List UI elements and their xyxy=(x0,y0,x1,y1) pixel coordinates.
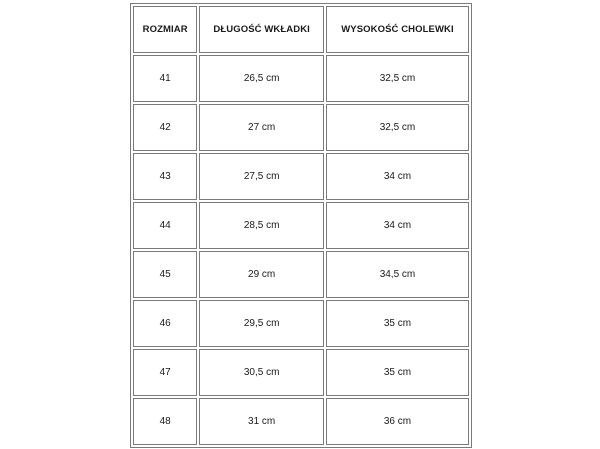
cell-insole-length: 26,5 cm xyxy=(199,55,324,102)
cell-insole-length: 29 cm xyxy=(199,251,324,298)
table-row xyxy=(133,202,469,249)
header-insole-length: DŁUGOŚĆ WKŁADKI xyxy=(199,6,324,53)
cell-size: 41 xyxy=(133,55,197,102)
table-row xyxy=(133,251,469,298)
cell-shaft-height: 34 cm xyxy=(326,153,469,200)
table-row xyxy=(133,104,469,151)
table-row xyxy=(133,349,469,396)
cell-shaft-height: 32,5 cm xyxy=(326,104,469,151)
cell-shaft-height: 32,5 cm xyxy=(326,55,469,102)
cell-shaft-height: 36 cm xyxy=(326,398,469,445)
header-size: ROZMIAR xyxy=(133,6,197,53)
table-header-row xyxy=(133,6,469,53)
table-row xyxy=(133,300,469,347)
cell-insole-length: 27,5 cm xyxy=(199,153,324,200)
cell-shaft-height: 35 cm xyxy=(326,300,469,347)
header-shaft-height: WYSOKOŚĆ CHOLEWKI xyxy=(326,6,469,53)
cell-shaft-height: 34 cm xyxy=(326,202,469,249)
cell-insole-length: 29,5 cm xyxy=(199,300,324,347)
cell-insole-length: 31 cm xyxy=(199,398,324,445)
cell-size: 48 xyxy=(133,398,197,445)
cell-insole-length: 27 cm xyxy=(199,104,324,151)
table-row xyxy=(133,153,469,200)
cell-insole-length: 30,5 cm xyxy=(199,349,324,396)
cell-size: 42 xyxy=(133,104,197,151)
cell-shaft-height: 35 cm xyxy=(326,349,469,396)
table-row xyxy=(133,55,469,102)
size-table xyxy=(130,3,472,448)
cell-size: 47 xyxy=(133,349,197,396)
cell-shaft-height: 34,5 cm xyxy=(326,251,469,298)
cell-size: 46 xyxy=(133,300,197,347)
cell-size: 44 xyxy=(133,202,197,249)
table-row xyxy=(133,398,469,445)
cell-size: 45 xyxy=(133,251,197,298)
cell-insole-length: 28,5 cm xyxy=(199,202,324,249)
cell-size: 43 xyxy=(133,153,197,200)
